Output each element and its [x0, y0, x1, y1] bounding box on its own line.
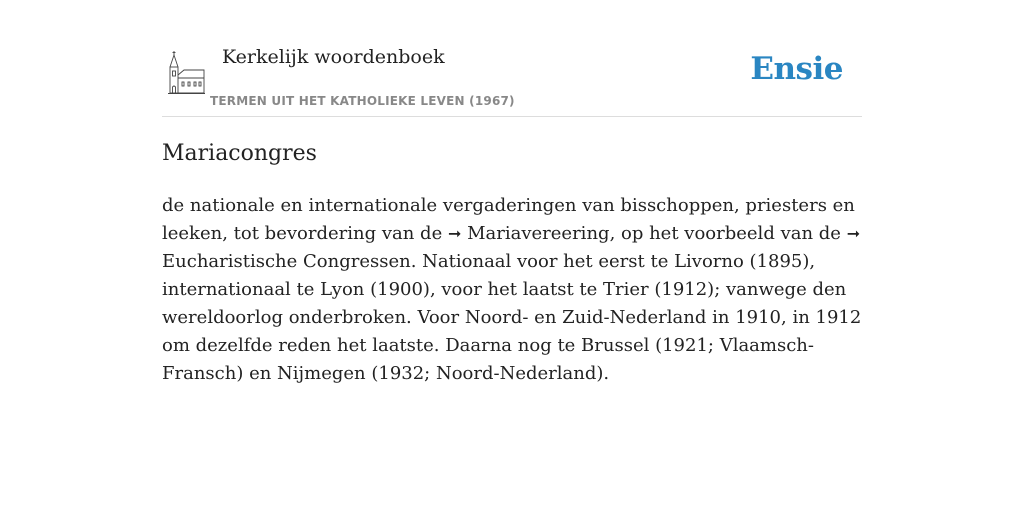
- dictionary-title[interactable]: Kerkelijk woordenboek: [222, 46, 445, 68]
- dictionary-header: [162, 0, 862, 117]
- entry-title: Mariacongres: [162, 141, 317, 166]
- arrow-right-icon: ➞: [846, 224, 861, 243]
- xref-label: Eucharistische Congressen: [162, 251, 411, 272]
- arrow-right-icon: ➞: [447, 224, 462, 243]
- church-icon[interactable]: [166, 49, 206, 95]
- definition-text: , op het voorbeeld van de: [609, 223, 847, 244]
- definition-text: . Nationaal voor het eerst te Livorno (1895), internationaal te Lyon (1900), voor het laatst te Trier (1912); vanwege den wereldoorlog onderbroken. Voor Noord- en Zuid-Nederland in 1910, in 1912 om dezelfde reden het laatste. Daarna nog te Brussel (1921; Vlaamsch-Fransch) en Nijmegen (1932; Noord-Nederland).: [162, 251, 862, 384]
- entry-definition: [162, 192, 862, 388]
- ensie-logo-link[interactable]: Ensie: [750, 51, 843, 87]
- xref-link-mariavereering[interactable]: [448, 223, 610, 244]
- xref-label: Mariavereering: [467, 223, 610, 244]
- definition-text: de nationale en internationale vergaderingen van bisschoppen, priesters en leeken, tot bevordering van de: [162, 195, 855, 244]
- page: [162, 0, 862, 384]
- dictionary-subtitle: TERMEN UIT HET KATHOLIEKE LEVEN (1967): [210, 94, 515, 108]
